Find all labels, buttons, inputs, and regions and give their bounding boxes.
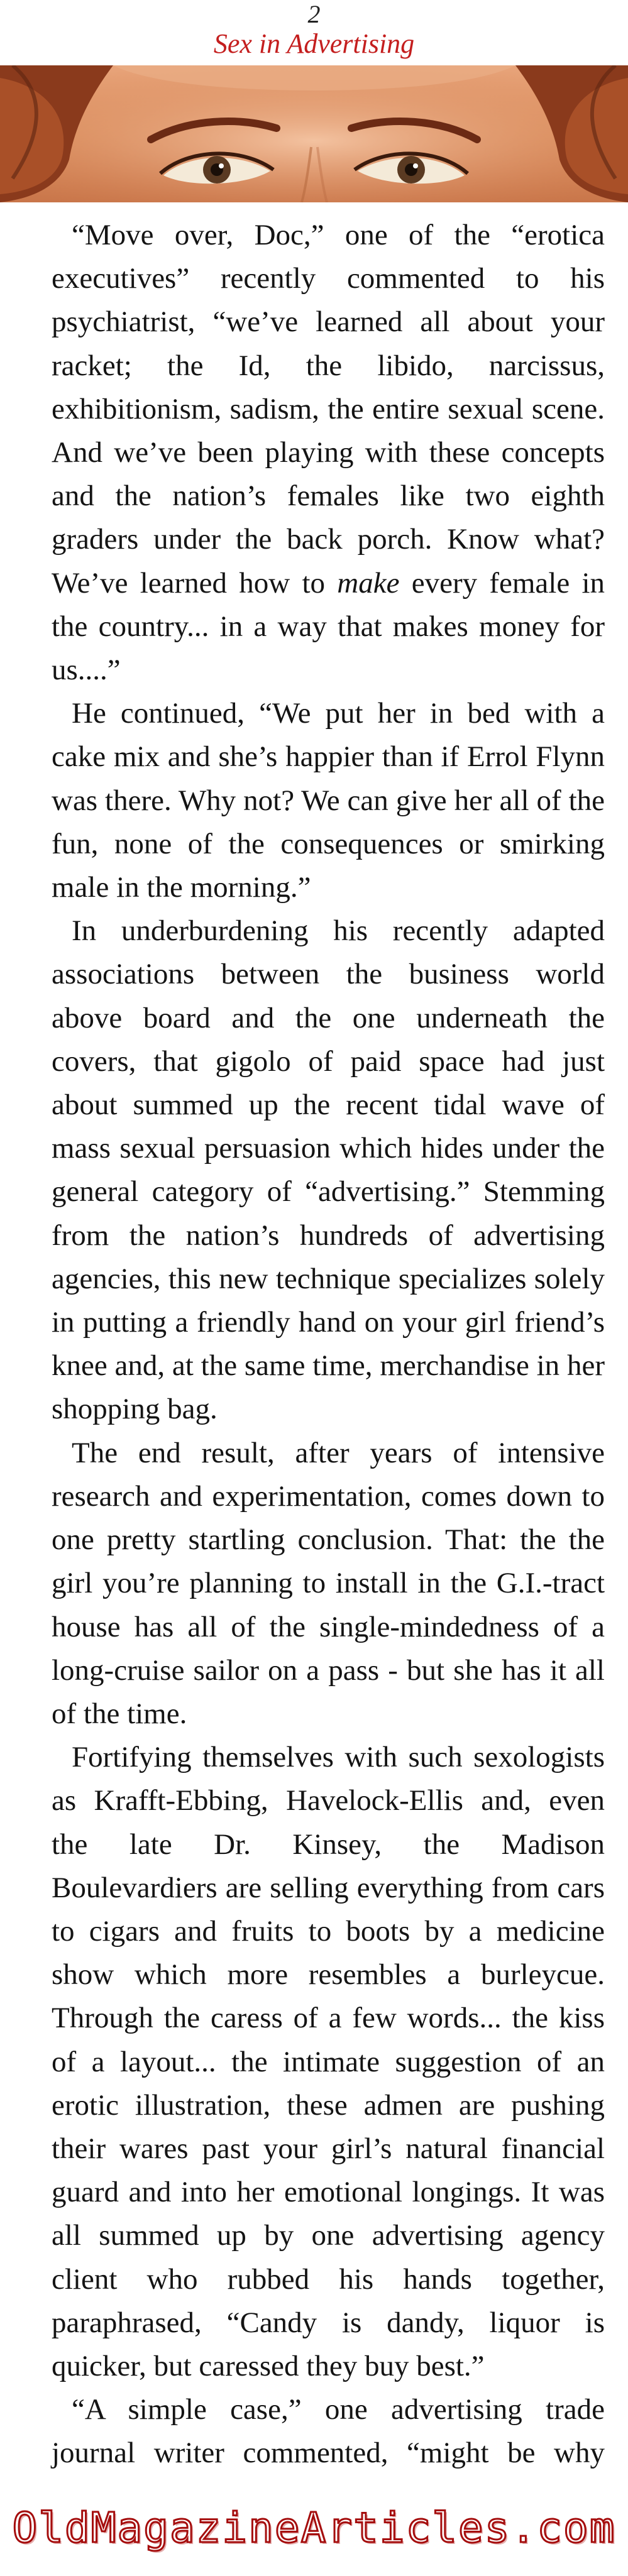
site-name-link[interactable]: OldMagazineArticles.com [12,2504,616,2552]
site-footer [0,2481,628,2576]
paragraph-3: In underburdening his recently adapted associations between the business world above board and the one underneath the covers, that gigolo of paid space had just about summed up the recent tidal wave of mass sexual persuasion which hides under the general category of “advertising.” Stemming from the nation’s hundreds of advertising agencies, this new technique specializes solely in putting a friendly hand on your girl friend’s knee and, at the same time, merchandise in her shopping bag. [52,914,605,1426]
emphasis-make: make [337,566,400,600]
paragraph-1-end: every female in the country... in a way that makes money for us....” [52,566,605,687]
banner-illustration [0,65,628,202]
paragraph-2: He continued, “We put her in bed with a cake mix and she’s happier than if Errol Flynn was there. Why not? We can give her all of the fun, none of the consequences or smirking male in the morning.” [52,697,605,904]
paragraph-4: The end result, after years of intensive research and experimentation, comes down to one pretty startling conclusion. That: the the girl you’re planning to install in the G.I.-tract house has all of the single-mindedness of a long-cruise sailor on a pass - but she has it all of the time. [52,1436,605,1730]
paragraph-1-text: “Move over, Doc,” one of the “erotica executives” recently commented to his psychiatrist, “we’ve learned all about your racket; the Id, the libido, narcissus, exhibitionism, sadism, the entire sexual scene. And we’ve been playing with these concepts and the nation’s females like two eighth graders under the back porch. Know what? We’ve learned how to [52,219,605,600]
woman-eyes-icon [0,65,628,202]
paragraph-1 [52,214,605,692]
article-body [52,214,605,2519]
section-title: Sex in Advertising [213,28,415,59]
paragraph-5: Fortifying themselves with such sexologists as Krafft-Ebbing, Havelock-Ellis and, even the late Dr. Kinsey, the Madison Boulevardiers are selling everything from cars to cigars and fruits to boots by a medicine show which more resembles a burleycue. Through the caress of a few words... the kiss of a layout... the intimate suggestion of an erotic illustration, these admen are pushing their wares past your girl’s natural financial guard and into her emotional longings. It was all summed up by one advertising agency client who rubbed his hands together, paraphrased, “Candy is dandy, liquor is quicker, but caressed they buy best.” [52,1741,605,2382]
page-number: 2 [307,0,321,28]
paragraph-6: “A simple case,” one advertising trade journal writer commented, “might be why [52,2393,605,2470]
